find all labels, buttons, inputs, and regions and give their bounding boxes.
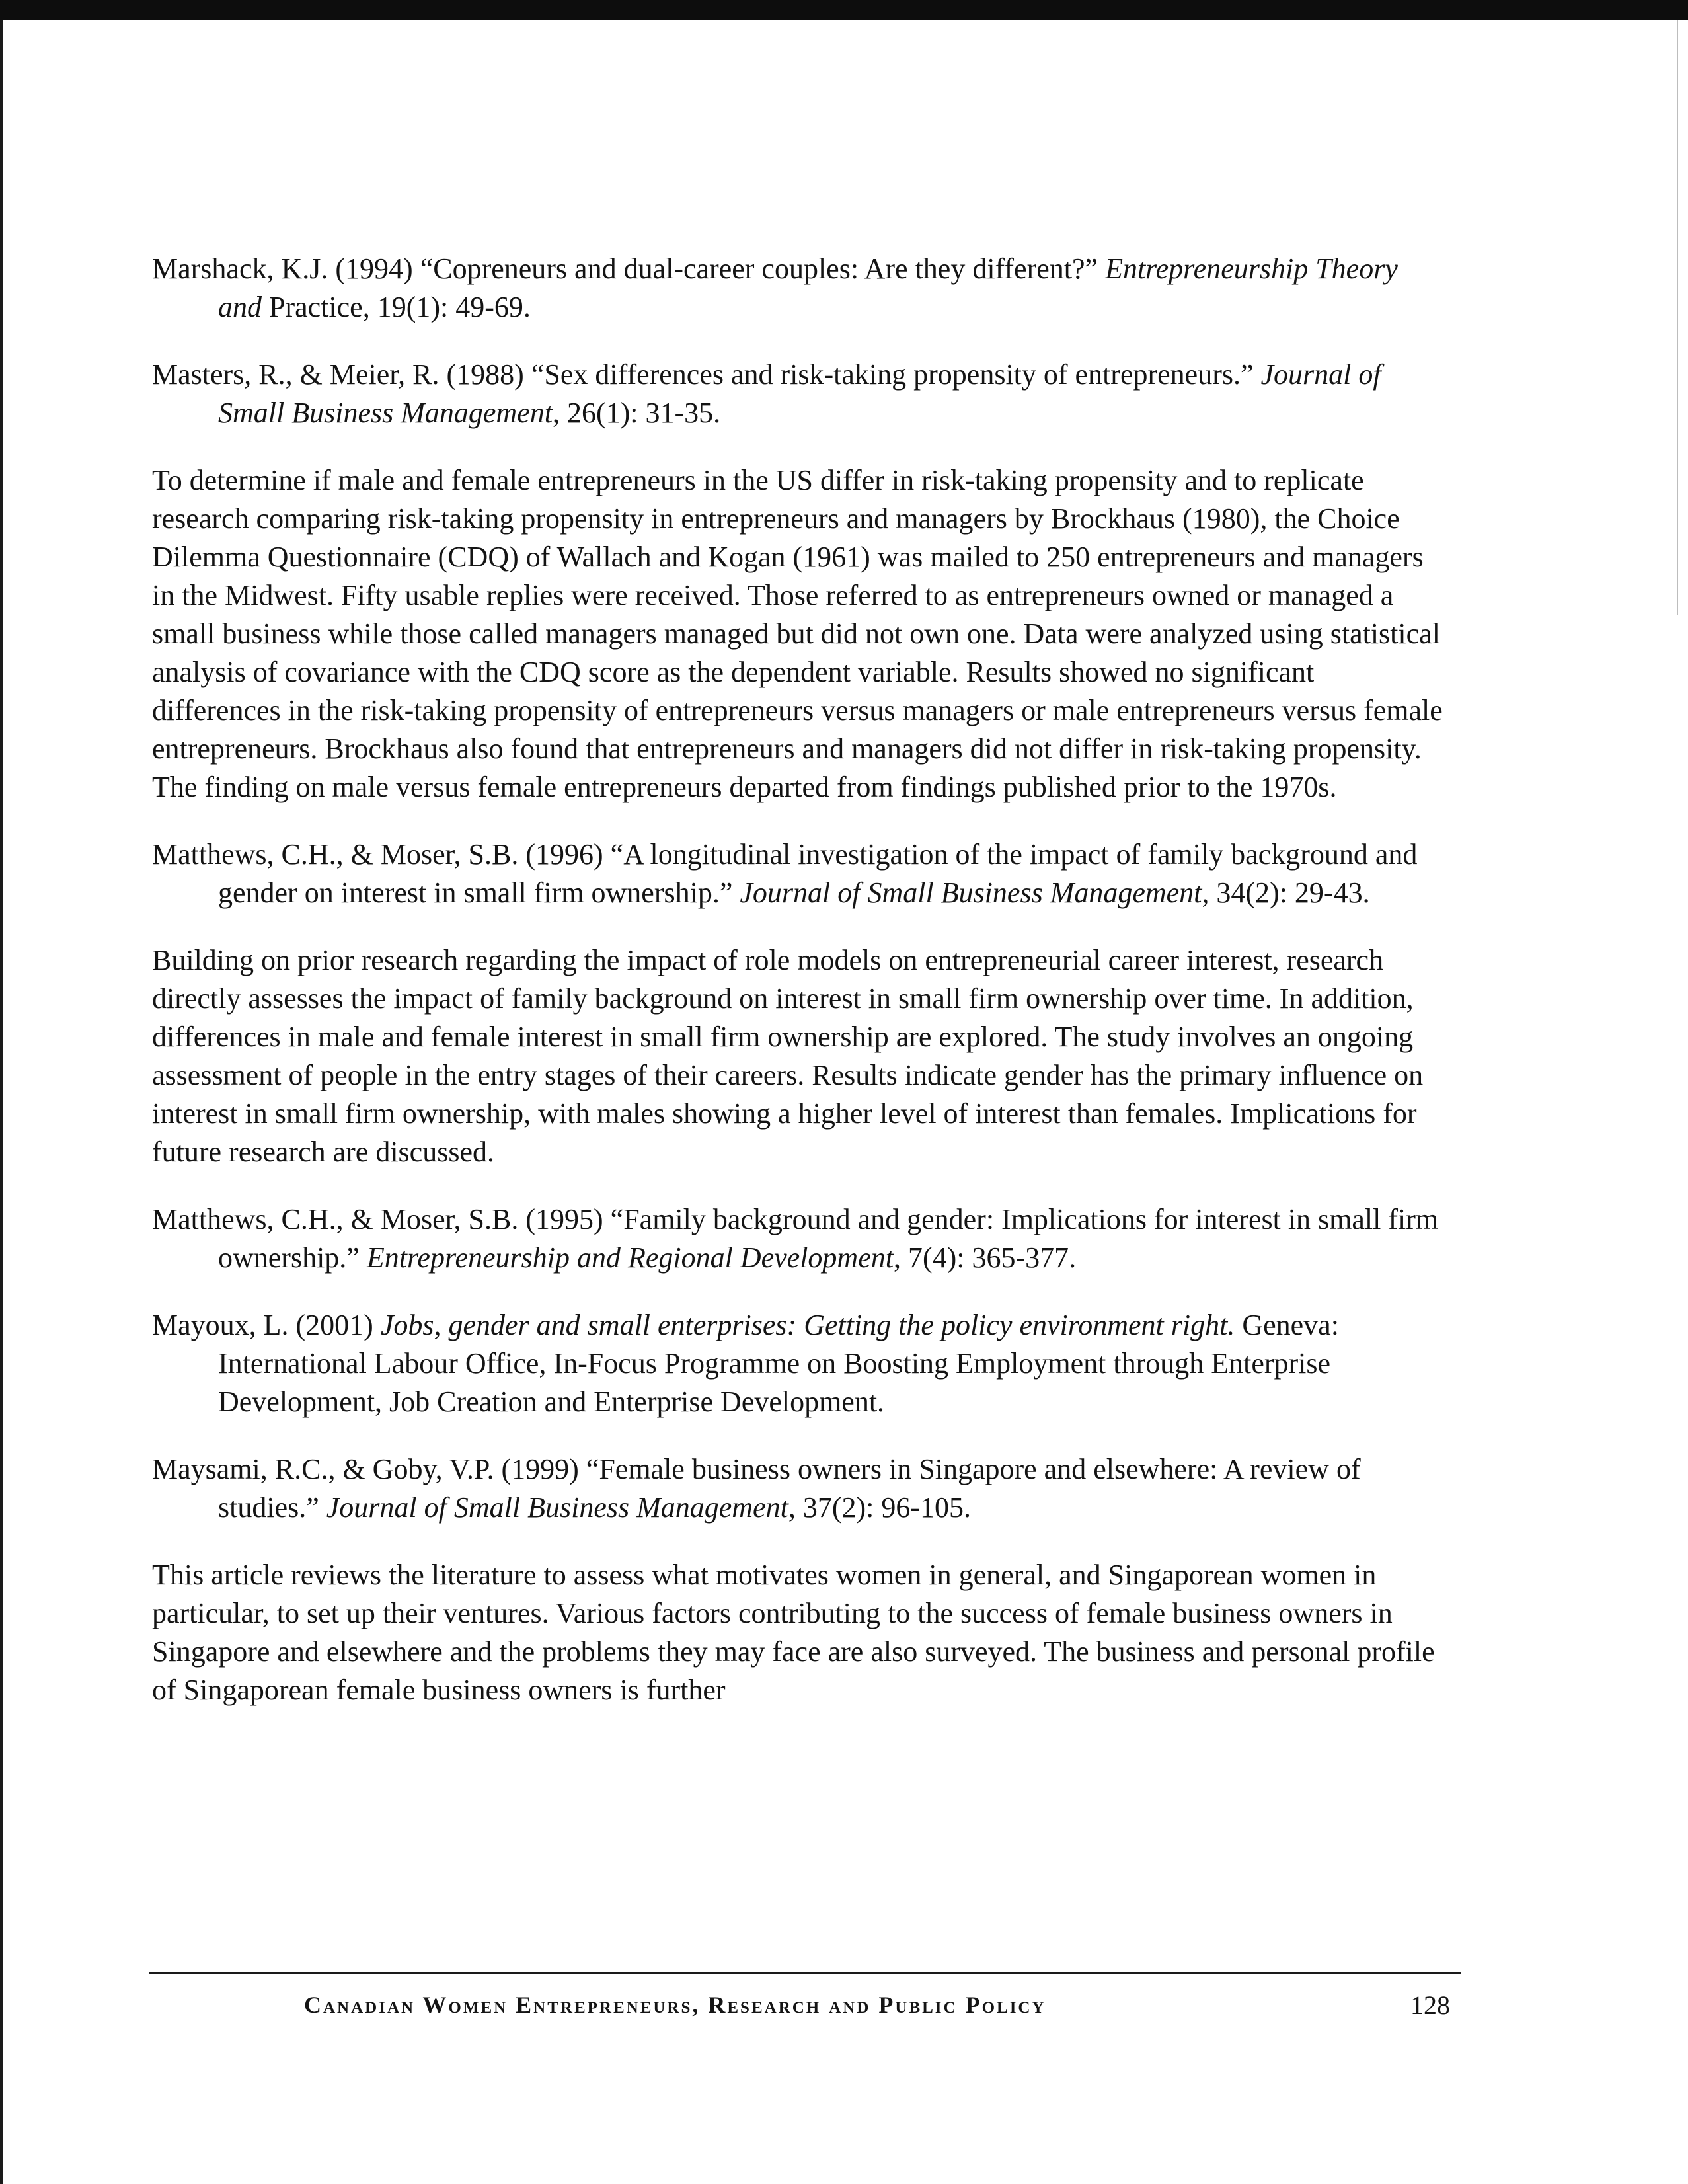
scan-right-edge [1677,20,1678,615]
reference-text: Geneva: International Labour Office, In-Focus Programme on Boosting Employment through Enterprise Development, Job Creation and Enterprise Development. [218,1309,1339,1418]
reference-text: Matthews, C.H., & Moser, S.B. (1995) “Family background and gender: Implications for interest in small firm ownership.” [152,1203,1439,1274]
reference-entry [152,1306,1447,1421]
reference-text: Masters, R., & Meier, R. (1988) “Sex differences and risk-taking propensity of entrepreneurs.” [152,358,1261,391]
reference-entry [152,1450,1447,1527]
reference-entry [152,250,1447,327]
abstract-paragraph: To determine if male and female entrepreneurs in the US differ in risk-taking propensity and to replicate research comparing risk-taking propensity in entrepreneurs and managers by Brockhaus (1980), the Choice Dilemma Questionnaire (CDQ) of Wallach and Kogan (1961) was mailed to 250 entrepreneurs and managers in the Midwest. Fifty usable replies were received. Those referred to as entrepreneurs owned or managed a small business while those called managers managed but did not own one. Data were analyzed using statistical analysis of covariance with the CDQ score as the dependent variable. Results showed no significant differences in the risk-taking propensity of entrepreneurs versus managers or male entrepreneurs versus female entrepreneurs. Brockhaus also found that entrepreneurs and managers did not differ in risk-taking propensity. The finding on male versus female entrepreneurs departed from findings published prior to the 1970s. [152,464,1443,803]
reference-text: Matthews, C.H., & Moser, S.B. (1996) “A longitudinal investigation of the impact of family background and gender on interest in small firm ownership.” [152,838,1418,909]
reference-source-title: Entrepreneurship Theory and [218,253,1398,323]
page-body [152,250,1447,1738]
reference-text: Marshack, K.J. (1994) “Copreneurs and dual-career couples: Are they different?” [152,253,1106,285]
scan-left-border [0,20,3,2184]
abstract-paragraph: This article reviews the literature to assess what motivates women in general, and Singaporean women in particular, to set up their ventures. Various factors contributing to the success of female business owners in Singapore and elsewhere and the problems they may face are also surveyed. The business and personal profile of Singaporean female business owners is further [152,1559,1435,1706]
reference-text: , 7(4): 365-377. [893,1241,1077,1274]
reference-text: Mayoux, L. (2001) [152,1309,381,1341]
reference-text: Practice, 19(1): 49-69. [262,291,531,323]
reference-entry [152,356,1447,432]
reference-source-title: Journal of Small Business Management [218,358,1381,429]
reference-source-title: Journal of Small Business Management [326,1491,788,1524]
reference-text: , 26(1): 31-35. [552,397,721,429]
reference-source-title: Entrepreneurship and Regional Development [366,1241,894,1274]
reference-entry [152,836,1447,912]
reference-text: Maysami, R.C., & Goby, V.P. (1999) “Female business owners in Singapore and elsewhere: A review of studies.” [152,1453,1361,1524]
reference-source-title: Jobs, gender and small enterprises: Getting the policy environment right. [380,1309,1235,1341]
reference-entry [152,1200,1447,1277]
reference-text: , 34(2): 29-43. [1202,877,1370,909]
footer-title: Canadian Women Entrepreneurs, Research and Public Policy [304,1992,1046,2018]
reference-text: , 37(2): 96-105. [788,1491,971,1524]
scan-top-border [0,0,1688,20]
reference-source-title: Journal of Small Business Management [740,877,1202,909]
abstract-paragraph: Building on prior research regarding the impact of role models on entrepreneurial career interest, research directly assesses the impact of family background on interest in small firm ownership over time. In addition, differences in male and female interest in small firm ownership are explored. The study involves an ongoing assessment of people in the entry stages of their careers. Results indicate gender has the primary influence on interest in small firm ownership, with males showing a higher level of interest than females. Implications for future research are discussed. [152,944,1424,1168]
page-number: 128 [1410,1990,1450,2020]
footer-rule [149,1972,1461,1974]
